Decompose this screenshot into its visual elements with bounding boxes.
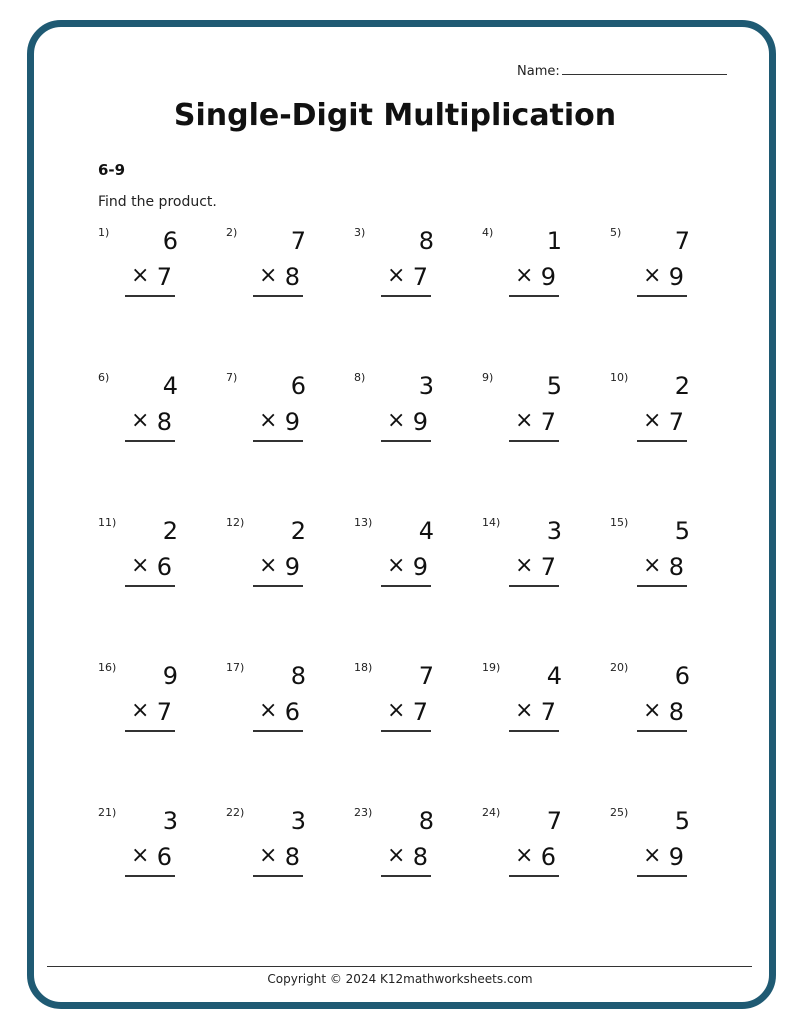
multiply-sign: ×: [131, 408, 150, 433]
top-operand: 6: [290, 372, 306, 400]
multiply-sign: ×: [259, 698, 278, 723]
bottom-operand: 7: [668, 408, 684, 436]
name-field[interactable]: [517, 62, 727, 79]
problem-number: 6): [98, 371, 110, 384]
problem-number: 4): [482, 226, 494, 239]
top-operand: 4: [162, 372, 178, 400]
problem-number: 23): [354, 806, 373, 819]
problem-number: 18): [354, 661, 373, 674]
multiply-sign: ×: [643, 408, 662, 433]
multiply-sign: ×: [387, 843, 406, 868]
answer-line[interactable]: [637, 553, 687, 587]
multiply-sign: ×: [387, 263, 406, 288]
problem-number: 5): [610, 226, 622, 239]
answer-line[interactable]: [253, 553, 303, 587]
top-operand: 4: [418, 517, 434, 545]
bottom-operand: 8: [668, 698, 684, 726]
problem-number: 13): [354, 516, 373, 529]
answer-line[interactable]: [381, 698, 431, 732]
page-title: Single-Digit Multiplication: [173, 98, 617, 133]
problem-13: [354, 516, 464, 606]
top-operand: 3: [418, 372, 434, 400]
top-operand: 2: [162, 517, 178, 545]
answer-line[interactable]: [125, 408, 175, 442]
multiply-sign: ×: [515, 408, 534, 433]
problem-number: 21): [98, 806, 117, 819]
problem-number: 24): [482, 806, 501, 819]
multiply-sign: ×: [259, 408, 278, 433]
bottom-operand: 6: [284, 698, 300, 726]
problem-2: [226, 226, 336, 316]
bottom-operand: 6: [156, 553, 172, 581]
answer-line[interactable]: [381, 553, 431, 587]
multiply-sign: ×: [259, 843, 278, 868]
bottom-operand: 8: [284, 843, 300, 871]
answer-line[interactable]: [509, 263, 559, 297]
problem-9: [482, 371, 592, 461]
answer-line[interactable]: [125, 553, 175, 587]
bottom-operand: 8: [412, 843, 428, 871]
top-operand: 5: [674, 807, 690, 835]
problem-19: [482, 661, 592, 751]
name-blank-line[interactable]: [562, 62, 727, 75]
top-operand: 9: [162, 662, 178, 690]
problem-number: 7): [226, 371, 238, 384]
top-operand: 2: [290, 517, 306, 545]
bottom-operand: 7: [156, 263, 172, 291]
top-operand: 6: [162, 227, 178, 255]
answer-line[interactable]: [637, 698, 687, 732]
problem-17: [226, 661, 336, 751]
problem-number: 1): [98, 226, 110, 239]
problem-22: [226, 806, 336, 896]
bottom-operand: 9: [412, 553, 428, 581]
answer-line[interactable]: [125, 698, 175, 732]
multiply-sign: ×: [643, 843, 662, 868]
problem-10: [610, 371, 720, 461]
top-operand: 5: [546, 372, 562, 400]
top-operand: 7: [546, 807, 562, 835]
copyright-text: Copyright © 2024 K12mathworksheets.com: [267, 972, 533, 986]
bottom-operand: 8: [284, 263, 300, 291]
top-operand: 8: [418, 807, 434, 835]
top-operand: 6: [674, 662, 690, 690]
top-operand: 1: [546, 227, 562, 255]
multiply-sign: ×: [259, 553, 278, 578]
answer-line[interactable]: [509, 843, 559, 877]
problem-number: 10): [610, 371, 629, 384]
multiply-sign: ×: [515, 553, 534, 578]
footer-divider: [47, 966, 752, 967]
top-operand: 3: [290, 807, 306, 835]
answer-line[interactable]: [637, 843, 687, 877]
top-operand: 8: [418, 227, 434, 255]
answer-line[interactable]: [637, 408, 687, 442]
top-operand: 7: [418, 662, 434, 690]
answer-line[interactable]: [509, 698, 559, 732]
bottom-operand: 9: [412, 408, 428, 436]
multiply-sign: ×: [643, 553, 662, 578]
multiply-sign: ×: [387, 553, 406, 578]
bottom-operand: 9: [540, 263, 556, 291]
answer-line[interactable]: [253, 843, 303, 877]
multiply-sign: ×: [515, 843, 534, 868]
multiply-sign: ×: [515, 698, 534, 723]
answer-line[interactable]: [253, 263, 303, 297]
problem-20: [610, 661, 720, 751]
problem-number: 8): [354, 371, 366, 384]
answer-line[interactable]: [509, 553, 559, 587]
problem-number: 15): [610, 516, 629, 529]
name-label: Name:: [517, 64, 560, 79]
problem-12: [226, 516, 336, 606]
problem-5: [610, 226, 720, 316]
problem-number: 16): [98, 661, 117, 674]
problem-number: 25): [610, 806, 629, 819]
top-operand: 4: [546, 662, 562, 690]
problem-16: [98, 661, 208, 751]
answer-line[interactable]: [125, 263, 175, 297]
problem-number: 2): [226, 226, 238, 239]
problem-23: [354, 806, 464, 896]
top-operand: 5: [674, 517, 690, 545]
problem-number: 20): [610, 661, 629, 674]
multiply-sign: ×: [387, 698, 406, 723]
problem-3: [354, 226, 464, 316]
worksheet-subtitle: 6-9: [98, 161, 126, 179]
top-operand: 8: [290, 662, 306, 690]
bottom-operand: 9: [284, 553, 300, 581]
answer-line[interactable]: [253, 408, 303, 442]
answer-line[interactable]: [509, 408, 559, 442]
problem-number: 12): [226, 516, 245, 529]
bottom-operand: 7: [412, 263, 428, 291]
multiply-sign: ×: [131, 698, 150, 723]
bottom-operand: 9: [284, 408, 300, 436]
multiply-sign: ×: [643, 263, 662, 288]
problem-number: 9): [482, 371, 494, 384]
multiply-sign: ×: [259, 263, 278, 288]
answer-line[interactable]: [381, 408, 431, 442]
top-operand: 3: [546, 517, 562, 545]
bottom-operand: 6: [540, 843, 556, 871]
problem-1: [98, 226, 208, 316]
answer-line[interactable]: [381, 263, 431, 297]
multiply-sign: ×: [643, 698, 662, 723]
multiply-sign: ×: [515, 263, 534, 288]
problem-number: 22): [226, 806, 245, 819]
bottom-operand: 7: [540, 553, 556, 581]
problem-number: 11): [98, 516, 117, 529]
instructions: Find the product.: [98, 194, 217, 210]
problem-number: 17): [226, 661, 245, 674]
multiply-sign: ×: [131, 553, 150, 578]
answer-line[interactable]: [637, 263, 687, 297]
problem-8: [354, 371, 464, 461]
bottom-operand: 8: [668, 553, 684, 581]
top-operand: 2: [674, 372, 690, 400]
answer-line[interactable]: [125, 843, 175, 877]
bottom-operand: 7: [156, 698, 172, 726]
problem-number: 14): [482, 516, 501, 529]
bottom-operand: 8: [156, 408, 172, 436]
top-operand: 3: [162, 807, 178, 835]
problem-4: [482, 226, 592, 316]
multiply-sign: ×: [131, 263, 150, 288]
bottom-operand: 7: [412, 698, 428, 726]
problem-11: [98, 516, 208, 606]
problem-18: [354, 661, 464, 751]
bottom-operand: 6: [156, 843, 172, 871]
bottom-operand: 9: [668, 843, 684, 871]
problem-24: [482, 806, 592, 896]
bottom-operand: 7: [540, 698, 556, 726]
answer-line[interactable]: [253, 698, 303, 732]
problem-25: [610, 806, 720, 896]
top-operand: 7: [290, 227, 306, 255]
bottom-operand: 9: [668, 263, 684, 291]
multiply-sign: ×: [131, 843, 150, 868]
multiply-sign: ×: [387, 408, 406, 433]
bottom-operand: 7: [540, 408, 556, 436]
problem-15: [610, 516, 720, 606]
problem-14: [482, 516, 592, 606]
problem-number: 3): [354, 226, 366, 239]
problem-7: [226, 371, 336, 461]
problem-21: [98, 806, 208, 896]
problem-number: 19): [482, 661, 501, 674]
top-operand: 7: [674, 227, 690, 255]
answer-line[interactable]: [381, 843, 431, 877]
problem-6: [98, 371, 208, 461]
